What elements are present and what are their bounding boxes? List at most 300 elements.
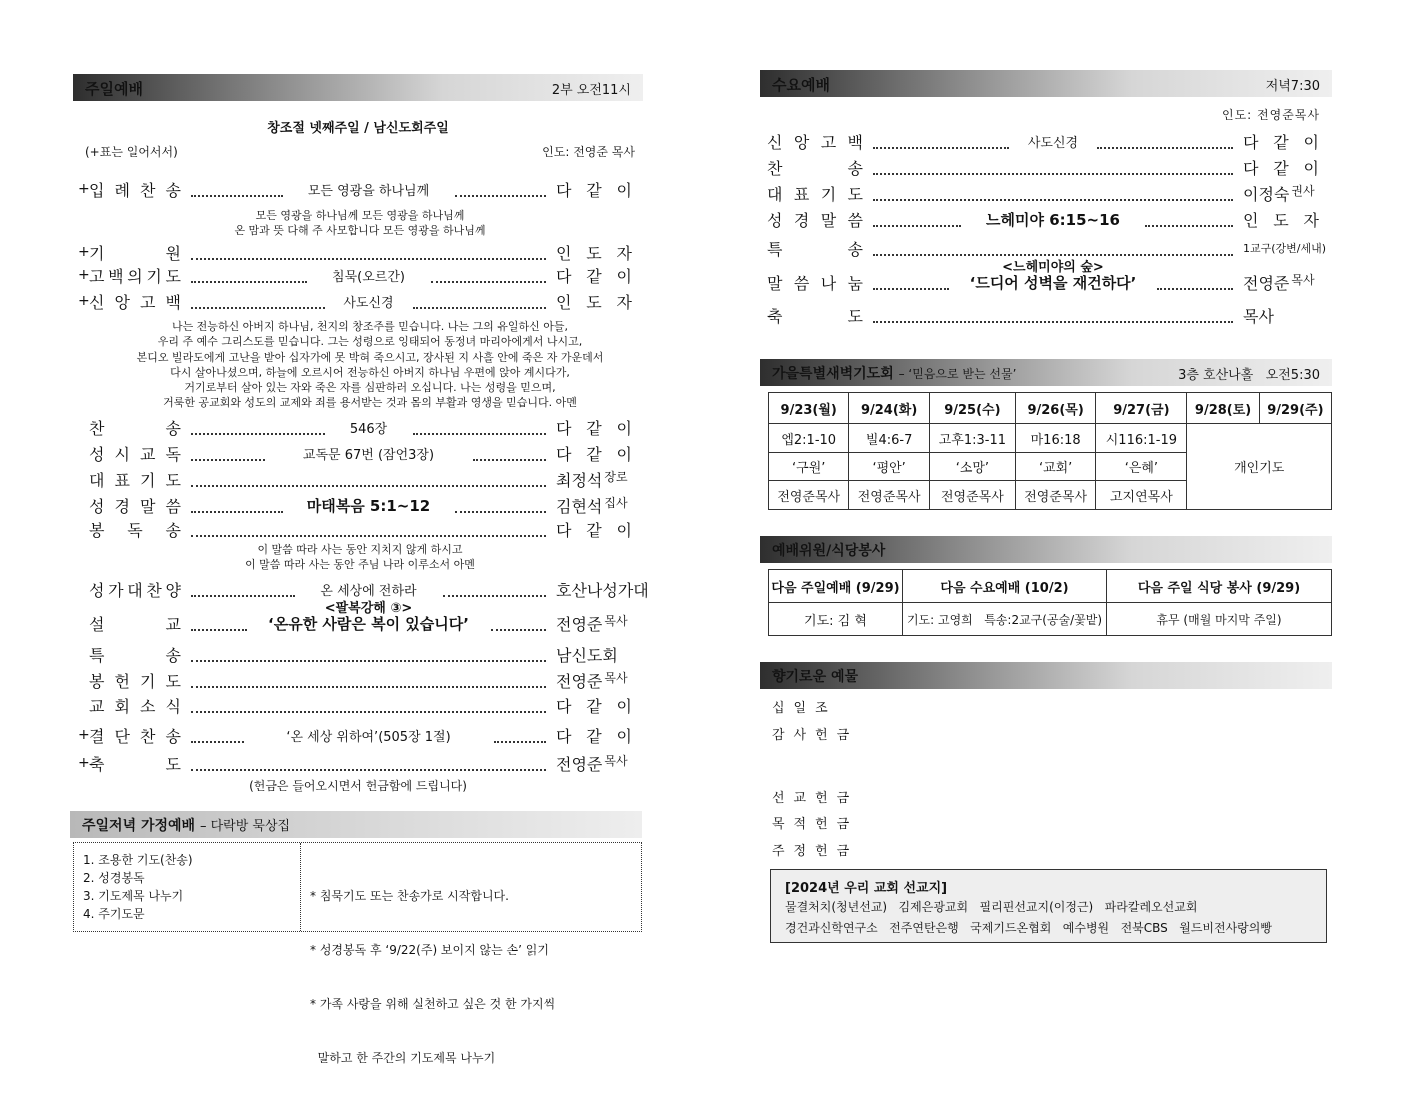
person-name: 호산나성가대 (556, 580, 649, 600)
label-char: 기 (140, 470, 156, 490)
order-person (556, 494, 628, 517)
volunteers-value-row (769, 603, 1332, 636)
stand-mark: + (78, 244, 90, 260)
name-char: 도 (586, 292, 602, 312)
label-char: 시 (114, 444, 130, 464)
missions-line-1: 물결처치(청년선교) 김제은광교회 필리핀선교지(이정근) 파라칼레오선교회 (785, 900, 1198, 914)
leader-dots (191, 525, 546, 537)
order-row (765, 181, 1325, 205)
name-char: 자 (1303, 210, 1319, 230)
order-person (556, 518, 632, 541)
evening-note: 말하고 한 주간의 기도제목 나누기 (310, 1051, 496, 1065)
person-name (556, 241, 632, 264)
label-char: 성 (89, 580, 105, 600)
order-label (89, 724, 181, 747)
person-name (556, 264, 632, 287)
order-content: 마태복음 5:1~12 (306, 496, 431, 515)
order-row (765, 129, 1325, 153)
label-char: 축 (767, 306, 783, 326)
preacher-cell: 전영준목사 (769, 481, 849, 510)
order-row (765, 260, 1325, 294)
order-content: 느헤미야 6:15~16 (986, 210, 1120, 229)
topic-cell: ‘은혜’ (1096, 453, 1187, 481)
label-char: 교 (165, 614, 181, 634)
person-title: 집사 (604, 495, 628, 510)
creed-line: 다시 살아나셨으며, 하늘에 오르시어 전능하신 아버지 하나님 우편에 앉아 계시다가, (170, 365, 570, 379)
order-content: 침묵(오르간) (332, 269, 405, 285)
label-char: 송 (165, 645, 181, 665)
person-name: 전영준 (556, 671, 603, 691)
order-person (556, 669, 628, 692)
name-char: 같 (586, 444, 602, 464)
person-name (556, 442, 632, 465)
label-char: 도 (847, 184, 863, 204)
preacher-cell: 고지연목사 (1096, 481, 1187, 510)
label-char: 양 (165, 580, 181, 600)
name-char: 같 (1273, 132, 1289, 152)
order-content: ‘드디어 성벽을 재건하다’ (969, 273, 1137, 292)
label-char: 찬 (140, 726, 156, 746)
order-person (556, 694, 632, 717)
name-char: 다 (556, 266, 572, 286)
order-person (556, 578, 649, 601)
stand-mark: + (78, 267, 90, 283)
leader-dots (191, 759, 546, 771)
order-label (89, 178, 181, 201)
label-char: 고 (820, 132, 837, 152)
name-char: 다 (556, 444, 572, 464)
order-person (556, 290, 632, 313)
name-char: 이 (1303, 158, 1319, 178)
creed-line: 나는 전능하신 아버지 하나님, 천지의 창조주를 믿습니다. 나는 그의 유일하신 아들, (171, 320, 569, 333)
offering-header (760, 662, 1332, 689)
name-char: 자 (616, 243, 632, 263)
day-cell: 9/26(목) (1015, 393, 1095, 424)
order-label (89, 643, 181, 666)
volunteer-header-cell: 다음 주일예배 (9/29) (769, 570, 903, 603)
label-char: 말 (820, 210, 837, 230)
day-cell: 9/25(수) (929, 393, 1015, 424)
label-char: 성 (89, 444, 105, 464)
volunteer-value-cell: 기도: 고영희 특송:2교구(공술/꽃밭) (903, 603, 1107, 636)
offering-note: (헌금은 들어오시면서 헌금함에 드립니다) (249, 779, 467, 793)
name-char: 다 (1243, 132, 1259, 152)
creed-line: 거기로부터 살아 있는 자와 죽은 자를 심판하러 오십니다. 나는 성령을 믿으며, (184, 381, 556, 395)
missions-box (770, 869, 1327, 943)
wednesday-leader: 인도: 전영준목사 (1221, 108, 1320, 122)
name-char: 인 (556, 292, 572, 312)
order-row (78, 642, 643, 666)
order-content: ‘온유한 사람은 복이 있습니다’ (268, 614, 469, 633)
order-person (556, 752, 628, 775)
label-char: 씀 (793, 273, 810, 293)
order-label (89, 694, 181, 717)
order-label (767, 182, 863, 205)
volunteer-value-cell: 휴무 (매월 마지막 주일) (1107, 603, 1332, 636)
label-char: 앙 (114, 292, 130, 312)
person-title: 목사 (1291, 272, 1315, 287)
order-person (556, 264, 632, 287)
label-char: 말 (767, 273, 783, 293)
label-char: 나 (820, 273, 837, 293)
person-title: 목사 (604, 670, 628, 685)
passage-cell: 마16:18 (1015, 424, 1095, 453)
evening-step: 4. 주기도문 (83, 907, 145, 921)
label-char: 가 (108, 580, 124, 600)
order-person (1243, 182, 1315, 205)
person-name: 전영준 (556, 614, 603, 634)
name-char: 이 (616, 444, 632, 464)
leader-dots (191, 475, 546, 487)
name-char: 다 (556, 726, 572, 746)
name-char: 인 (556, 243, 572, 263)
order-row (78, 441, 643, 465)
preacher-cell: 전영준목사 (929, 481, 1015, 510)
order-content: 사도신경 (1027, 135, 1079, 151)
label-char: 도 (165, 754, 181, 774)
volunteers-table (768, 569, 1332, 636)
order-label (89, 468, 181, 491)
order-label (767, 271, 863, 294)
label-char: 고 (140, 292, 156, 312)
personal-prayer-cell: 개인기도 (1187, 424, 1332, 510)
person-name: 최정석 (556, 470, 603, 490)
name-char: 다 (1243, 158, 1259, 178)
label-char: 씀 (847, 210, 863, 230)
order-person (556, 724, 632, 747)
order-content: 사도신경 (343, 295, 394, 311)
creed-line: 거룩한 공교회와 성도의 교제와 죄를 용서받는 것과 몸의 부활과 영생을 믿습니다. 아멘 (163, 396, 577, 410)
leader-dots (873, 244, 1233, 256)
order-person (1243, 130, 1319, 153)
dawn-days-row (769, 393, 1332, 424)
order-label (767, 237, 863, 260)
evening-note: * 침묵기도 또는 찬송가로 시작합니다. (310, 889, 509, 903)
lyrics-line: 모든 영광을 하나님께 모든 영광을 하나님께 (255, 209, 465, 222)
label-char: 대 (767, 184, 783, 204)
volunteer-value-cell: 기도: 김 혁 (769, 603, 903, 636)
evening-worship-box (73, 842, 642, 1065)
order-person (556, 612, 628, 635)
reading-song-line: 이 말씀 따라 사는 동안 주님 나라 이루소서 아멘 (245, 558, 475, 571)
label-char: 원 (165, 243, 181, 263)
dawn-theme: – ‘믿음으로 받는 선물’ (898, 367, 1017, 381)
name-char: 같 (586, 418, 602, 438)
person-name (556, 518, 632, 541)
evening-step: 3. 기도제목 나누기 (83, 889, 184, 903)
order-row (78, 415, 643, 439)
person-title: 목사 (604, 613, 628, 628)
volunteers-header-row (769, 570, 1332, 603)
missions-line-2: 경건과신학연구소 전주연탄은행 국제기드온협회 예수병원 전북CBS 월드비전사랑의빵 (785, 921, 1272, 935)
offering-item: 감사헌금 (772, 728, 859, 743)
wednesday-service-header (760, 70, 1332, 97)
label-char: 백 (847, 132, 863, 152)
order-label (89, 612, 181, 635)
order-person (1243, 271, 1315, 294)
apostles-creed (100, 319, 640, 411)
label-char: 경 (793, 210, 810, 230)
label-char: 기 (146, 266, 162, 286)
person-name: 이정숙 (1243, 184, 1290, 204)
name-char: 같 (586, 520, 602, 540)
creed-line: 우리 주 예수 그리스도를 믿습니다. 그는 성령으로 잉태되어 동정녀 마리아에게서 나시고, (157, 335, 583, 349)
evening-step: 2. 성경봉독 (83, 871, 145, 885)
person-name: 전영준 (556, 754, 603, 774)
order-person (556, 442, 632, 465)
label-char: 의 (127, 266, 143, 286)
label-char: 백 (165, 292, 181, 312)
day-cell: 9/29(주) (1259, 393, 1331, 424)
sunday-service-time: 2부 오전11시 (551, 83, 631, 98)
name-char: 이 (616, 180, 632, 200)
label-char: 축 (89, 754, 105, 774)
label-char: 도 (165, 470, 181, 490)
label-char: 봉 (89, 671, 105, 691)
label-char: 특 (89, 645, 105, 665)
order-person (556, 416, 632, 439)
missions-title: [2024년 우리 교회 선교지] (785, 881, 948, 896)
offering-title: 향기로운 예물 (772, 669, 859, 685)
preacher-cell: 전영준목사 (849, 481, 929, 510)
leader-dots (873, 163, 1233, 175)
stand-mark: + (78, 293, 90, 309)
order-row (765, 303, 1325, 327)
wednesday-title: 수요예배 (772, 76, 830, 94)
person-name (556, 724, 632, 747)
leader-dots (873, 311, 1233, 323)
order-row (765, 155, 1325, 179)
leader-dots (191, 676, 546, 688)
preacher-cell: 전영준목사 (1015, 481, 1095, 510)
topic-cell: ‘교회’ (1015, 453, 1095, 481)
order-label (767, 304, 863, 327)
name-char: 도 (1273, 210, 1289, 230)
person-name (1243, 208, 1319, 231)
person-title: 장로 (604, 469, 628, 484)
order-person (556, 241, 632, 264)
label-char: 신 (89, 292, 105, 312)
order-content: 교독문 67번 (잠언3장) (302, 447, 435, 463)
order-content: ‘온 세상 위하여’(505장 1절) (286, 729, 451, 745)
dawn-prayer-table (768, 392, 1332, 510)
person-title: 목사 (604, 753, 628, 768)
evening-step: 1. 조용한 기도(찬송) (83, 853, 193, 867)
stand-mark: + (78, 727, 90, 743)
lyrics-line: 온 맘과 뜻 다해 주 사모합니다 모든 영광을 하나님께 (234, 224, 486, 237)
order-person (1243, 304, 1274, 327)
person-name: 김현석 (556, 496, 603, 516)
evening-notes (310, 851, 555, 1103)
order-row (78, 177, 643, 201)
reading-song (180, 542, 540, 572)
leader-dots (873, 189, 1233, 201)
label-char: 입 (89, 180, 105, 200)
order-person (556, 178, 632, 201)
label-char: 례 (114, 180, 130, 200)
order-label (89, 442, 181, 465)
day-cell: 9/24(화) (849, 393, 929, 424)
label-char: 말 (140, 496, 156, 516)
label-char: 도 (847, 306, 863, 326)
dawn-prayer-header (760, 359, 1332, 386)
label-char: 대 (127, 580, 143, 600)
name-char: 다 (556, 696, 572, 716)
person-name (1243, 156, 1319, 179)
evening-worship-header (70, 811, 642, 838)
order-row (78, 240, 643, 264)
person-name (1243, 130, 1319, 153)
label-char: 눔 (847, 273, 863, 293)
name-char: 다 (556, 520, 572, 540)
label-char: 백 (108, 266, 124, 286)
evening-note: * 가족 사랑을 위해 실천하고 싶은 것 한 가지씩 (310, 997, 556, 1011)
label-char: 송 (165, 726, 181, 746)
name-char: 다 (556, 180, 572, 200)
topic-cell: ‘평안’ (849, 453, 929, 481)
offering-item: 주정헌금 (772, 844, 859, 859)
sunday-service-title: 주일예배 (85, 80, 143, 98)
order-person (1243, 208, 1319, 231)
label-char: 독 (165, 444, 181, 464)
hymn-lyrics (180, 208, 540, 238)
label-char: 앙 (793, 132, 810, 152)
label-char: 식 (165, 696, 181, 716)
label-char: 기 (820, 184, 837, 204)
order-row (78, 263, 643, 287)
label-char: 표 (793, 184, 810, 204)
order-row (78, 723, 643, 747)
label-char: 헌 (114, 671, 130, 691)
label-char: 표 (114, 470, 130, 490)
order-content-series: <느헤미야의 숲> (1002, 260, 1104, 275)
label-char: 기 (89, 243, 105, 263)
order-row (78, 693, 643, 717)
order-person (556, 643, 618, 666)
sunday-service-header (73, 74, 643, 101)
label-char: 찬 (140, 180, 156, 200)
name-char: 같 (586, 266, 602, 286)
leader-dots (191, 248, 546, 260)
name-char: 다 (556, 418, 572, 438)
label-char: 단 (114, 726, 130, 746)
evening-subtitle: – 다락방 묵상집 (199, 819, 291, 834)
label-char: 특 (767, 239, 783, 259)
order-content-series: <팔복강해 ③> (324, 601, 413, 616)
order-label (767, 208, 863, 231)
passage-cell: 엡2:1-10 (769, 424, 849, 453)
label-char: 설 (89, 614, 105, 634)
order-label (89, 494, 181, 517)
volunteer-header-cell: 다음 수요예배 (10/2) (903, 570, 1107, 603)
order-label (89, 578, 181, 601)
offering-item: 목적헌금 (772, 817, 859, 832)
label-char: 성 (767, 210, 783, 230)
volunteer-header-cell: 다음 주일 식당 봉사 (9/29) (1107, 570, 1332, 603)
order-row (78, 751, 643, 775)
order-row (78, 493, 643, 517)
name-char: 같 (1273, 158, 1289, 178)
passage-cell: 빌4:6-7 (849, 424, 929, 453)
day-cell: 9/27(금) (1096, 393, 1187, 424)
passage-cell: 고후1:3-11 (929, 424, 1015, 453)
creed-line: 본디오 빌라도에게 고난을 받아 십자가에 못 박혀 죽으시고, 장사된 지 사흘 안에 죽은 자 가운데서 (136, 350, 604, 364)
label-char: 씀 (165, 496, 181, 516)
label-char: 독 (127, 520, 143, 540)
label-char: 교 (140, 444, 156, 464)
name-char: 이 (616, 418, 632, 438)
name-char: 이 (616, 266, 632, 286)
order-label (89, 518, 181, 541)
volunteers-title: 예배위원/식당봉사 (772, 543, 886, 559)
name-char: 도 (586, 243, 602, 263)
order-label (767, 130, 863, 153)
person-name: 목사 (1243, 306, 1274, 326)
label-char: 찬 (89, 418, 105, 438)
evening-divider (300, 843, 301, 931)
order-label (89, 752, 181, 775)
evening-steps (83, 851, 193, 923)
label-char: 경 (114, 496, 130, 516)
evening-title-text: 주일저녁 가정예배 (82, 818, 196, 834)
order-row (78, 467, 643, 491)
passage-cell: 시116:1-19 (1096, 424, 1187, 453)
topic-cell: ‘소망’ (929, 453, 1015, 481)
person-name (556, 416, 632, 439)
name-char: 이 (616, 520, 632, 540)
order-row (765, 207, 1325, 231)
person-name: 1교구(강변/세내) (1243, 242, 1327, 255)
person-name (556, 694, 632, 717)
sunday-subtitle: 창조절 넷째주일 / 남신도회주일 (267, 121, 449, 136)
topic-cell: ‘구원’ (769, 453, 849, 481)
order-row (78, 517, 643, 541)
name-char: 이 (1303, 132, 1319, 152)
order-label (89, 290, 181, 313)
stand-mark: + (78, 181, 90, 197)
label-char: 신 (767, 132, 783, 152)
order-label (89, 669, 181, 692)
order-label (89, 264, 181, 287)
order-row (78, 601, 643, 635)
dawn-title-wrap (772, 363, 1016, 383)
label-char: 소 (140, 696, 156, 716)
label-char: 찬 (146, 580, 162, 600)
label-char: 성 (89, 496, 105, 516)
label-char: 교 (89, 696, 105, 716)
name-char: 같 (586, 726, 602, 746)
label-char: 봉 (89, 520, 105, 540)
order-label (89, 241, 181, 264)
label-char: 찬 (767, 158, 783, 178)
wednesday-time: 저녁7:30 (1265, 79, 1320, 94)
name-char: 같 (586, 180, 602, 200)
name-char: 인 (1243, 210, 1259, 230)
name-char: 이 (616, 696, 632, 716)
order-content: 모든 영광을 하나님께 (307, 183, 430, 199)
order-content: 온 세상에 전하라 (320, 583, 417, 599)
person-name (556, 290, 632, 313)
stand-note: (+표는 일어서서) (85, 145, 178, 159)
person-name (556, 178, 632, 201)
order-label (767, 156, 863, 179)
label-char: 결 (89, 726, 105, 746)
person-name: 남신도회 (556, 645, 618, 665)
order-label (89, 416, 181, 439)
name-char: 이 (616, 726, 632, 746)
dawn-place-time: 3층 호산나홀 오전5:30 (1178, 368, 1320, 383)
label-char: 송 (165, 520, 181, 540)
